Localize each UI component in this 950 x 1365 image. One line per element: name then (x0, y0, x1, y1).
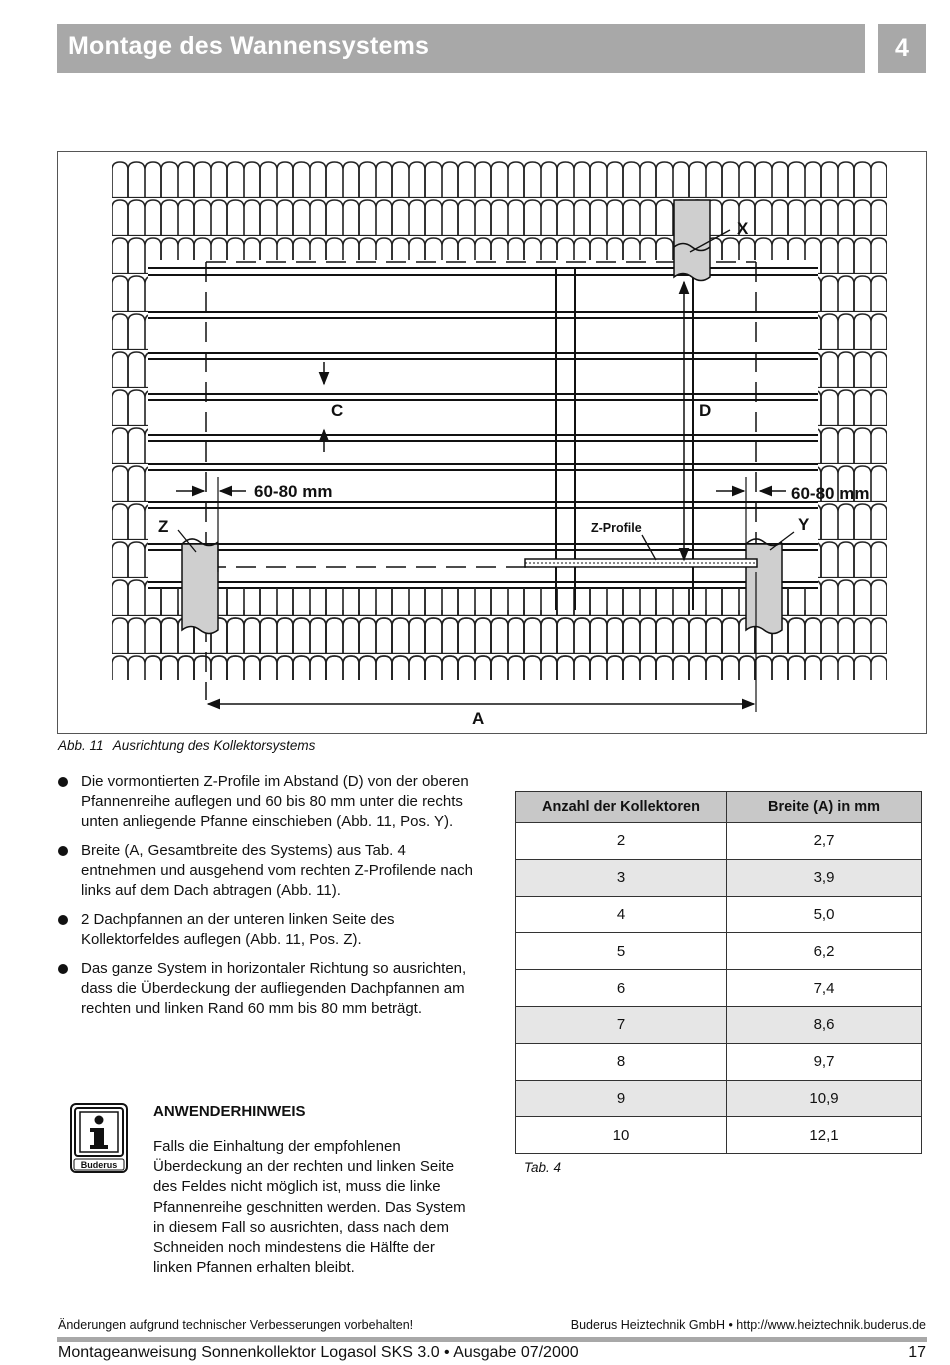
chapter-number: 4 (878, 24, 926, 73)
footer-company: Buderus Heiztechnik GmbH • http://www.heiztechnik.buderus.de (570, 1318, 926, 1332)
page-number: 17 (908, 1344, 926, 1361)
width-table (515, 791, 922, 1154)
table-row: 6 7,4 (516, 970, 922, 1007)
label-d: D (699, 401, 712, 420)
label-x: X (737, 219, 749, 238)
figure-caption (58, 738, 315, 753)
list-item: Die vormontierten Z-Profile im Abstand (D) von der oberen Pfannenreihe auflegen und 60 bis 80 mm unter die rechts unten anliegende Pfanne einschieben (Abb. 11, Pos. Y). (58, 772, 478, 832)
logo-text: Buderus (80, 1160, 118, 1170)
bullet-icon (58, 777, 68, 787)
table-header-cell: Breite (A) in mm (727, 792, 922, 823)
bullet-icon (58, 964, 68, 974)
list-item: Breite (A, Gesamtbreite des Systems) aus Tab. 4 entnehmen und ausgehend vom rechten Z-Profilende nach links auf dem Dach abtragen (Abb. 11). (58, 841, 478, 901)
bullet-icon (58, 915, 68, 925)
label-z-profile: Z-Profile (591, 521, 642, 535)
instruction-list (58, 772, 478, 1028)
table-row: 4 5,0 (516, 896, 922, 933)
note-title: ANWENDERHINWEIS (153, 1103, 306, 1120)
table-row: 5 6,2 (516, 933, 922, 970)
note-text: Falls die Einhaltung der empfohlenen Überdeckung an der rechten und linken Seite des Feldes nicht möglich ist, muss die linke Pfannenreihe geschnitten werden. Das System in diesem Fall so ausrichten, dass nach dem Schneiden noch mindestens die Hälfte der linken Pfannen erhalten bleibt. (153, 1138, 466, 1277)
table-row: 2 2,7 (516, 823, 922, 860)
tile-x (674, 200, 710, 281)
list-item: 2 Dachpfannen an der unteren linken Seite des Kollektorfeldes auflegen (Abb. 11, Pos. Z). (58, 910, 478, 950)
tile-z (182, 544, 218, 634)
label-gap-left: 60-80 mm (254, 482, 333, 501)
table-row: 8 9,7 (516, 1043, 922, 1080)
table-row: 3 3,9 (516, 859, 922, 896)
label-z: Z (158, 517, 169, 536)
tile-y (746, 544, 782, 634)
figure-caption-number: Abb. 11 (58, 738, 104, 753)
label-y: Y (798, 515, 810, 534)
table-caption: Tab. 4 (524, 1160, 562, 1175)
list-item: Das ganze System in horizontaler Richtung so ausrichten, dass die Überdeckung der aufliegenden Dachpfannen am rechten und linken Rand 60 mm bis 80 mm beträgt. (58, 959, 478, 1019)
table-header-row (516, 792, 922, 823)
table-row: 9 10,9 (516, 1080, 922, 1117)
roof-diagram (58, 152, 927, 734)
label-c: C (331, 401, 344, 420)
info-icon (70, 1103, 128, 1173)
table-row: 10 12,1 (516, 1117, 922, 1154)
footer-divider (57, 1337, 927, 1342)
page-title: Montage des Wannensystems (68, 32, 430, 60)
label-a: A (472, 709, 485, 728)
bullet-icon (58, 846, 68, 856)
label-gap-right: 60-80 mm (791, 484, 870, 503)
table-header-cell: Anzahl der Kollektoren (516, 792, 727, 823)
footer-disclaimer: Änderungen aufgrund technischer Verbesserungen vorbehalten! (58, 1318, 414, 1332)
footer-document-title: Montageanweisung Sonnenkollektor Logasol SKS 3.0 • Ausgabe 07/2000 (58, 1344, 579, 1361)
figure-caption-text: Ausrichtung des Kollektorsystems (112, 738, 316, 753)
lower-tile-row (148, 588, 818, 680)
table-row: 7 8,6 (516, 1006, 922, 1043)
figure-roof-alignment (57, 151, 927, 734)
